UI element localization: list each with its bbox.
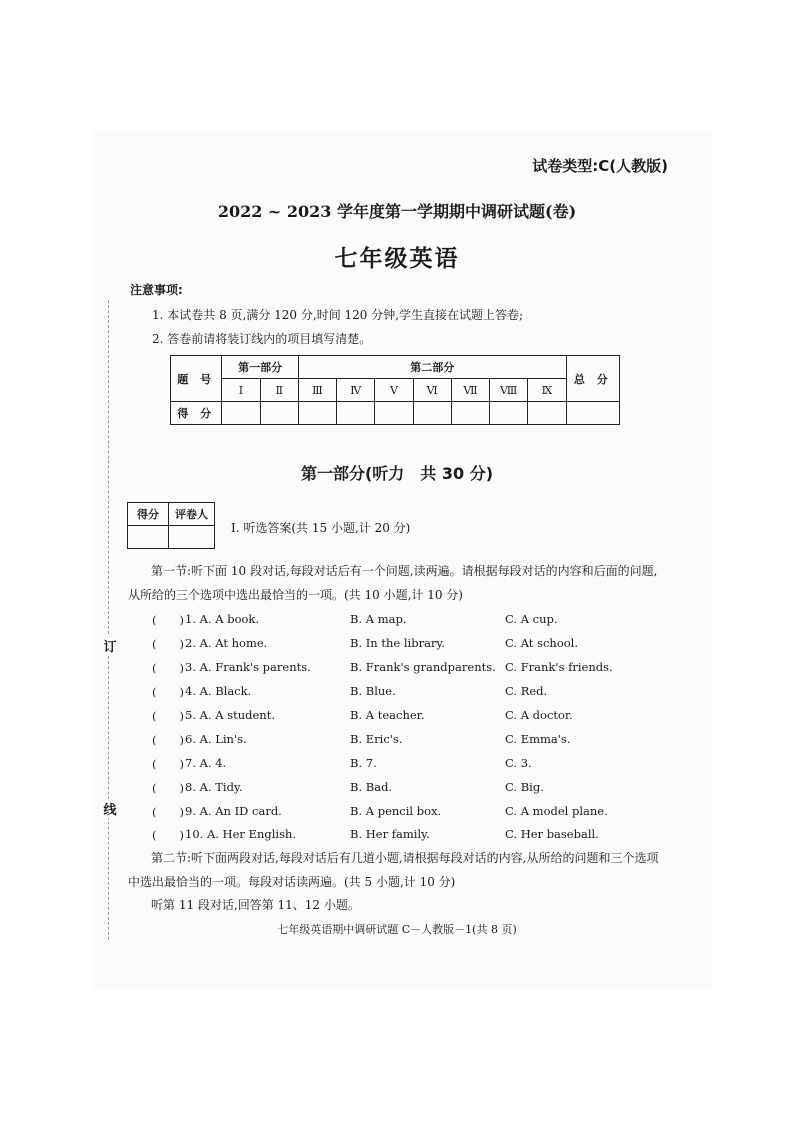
answer-blank[interactable]: ( ) <box>152 661 184 675</box>
option-b: B. Frank's grandparents. <box>350 660 496 674</box>
question-row <box>152 660 672 680</box>
option-a: 2. A. At home. <box>185 636 268 650</box>
score-table-numeral: Ⅰ <box>222 379 260 402</box>
option-b: B. 7. <box>350 756 377 770</box>
question-row <box>152 612 672 632</box>
notice-item: 1. 本试卷共 8 页,满分 120 分,时间 120 分钟,学生直接在试题上答卷; <box>152 308 524 322</box>
option-b: B. A teacher. <box>350 708 425 722</box>
option-c: C. Red. <box>505 684 548 698</box>
score-cell[interactable] <box>451 402 489 425</box>
question-row <box>152 804 672 824</box>
option-b: B. Blue. <box>350 684 396 698</box>
answer-blank[interactable]: ( ) <box>152 781 184 795</box>
score-table-numeral: Ⅶ <box>451 379 489 402</box>
option-a: 7. A. 4. <box>185 756 227 770</box>
score-table <box>170 355 620 425</box>
binding-char-xian: 线 <box>101 799 119 818</box>
score-table-numeral: Ⅵ <box>413 379 451 402</box>
answer-blank[interactable]: ( ) <box>152 613 184 627</box>
answer-blank[interactable]: ( ) <box>152 637 184 651</box>
option-b: B. Bad. <box>350 780 393 794</box>
question-row <box>152 732 672 752</box>
grader-table <box>127 502 215 549</box>
score-table-numeral: Ⅱ <box>260 379 298 402</box>
option-a: 5. A. A student. <box>185 708 275 722</box>
score-table-part1-header: 第一部分 <box>222 356 299 379</box>
option-a: 6. A. Lin's. <box>185 732 247 746</box>
score-table-numeral: Ⅸ <box>528 379 566 402</box>
answer-blank[interactable]: ( ) <box>152 685 184 699</box>
question-row <box>152 684 672 704</box>
grader-name-label: 评卷人 <box>169 503 215 526</box>
score-cell[interactable] <box>413 402 451 425</box>
option-b: B. In the library. <box>350 636 446 650</box>
total-score-cell[interactable] <box>566 402 619 425</box>
question-row <box>152 756 672 776</box>
score-table-part2-header: 第二部分 <box>298 356 566 379</box>
answer-blank[interactable]: ( ) <box>152 709 184 723</box>
option-c: C. Emma's. <box>505 732 571 746</box>
option-c: C. Big. <box>505 780 544 794</box>
answer-blank[interactable]: ( ) <box>152 733 184 747</box>
score-table-numeral: Ⅳ <box>337 379 375 402</box>
grader-score-cell[interactable] <box>128 526 169 549</box>
dialogue-11-note: 听第 11 段对话,回答第 11、12 小题。 <box>151 898 360 912</box>
grader-score-label: 得分 <box>128 503 169 526</box>
option-c: C. A doctor. <box>505 708 573 722</box>
score-cell[interactable] <box>337 402 375 425</box>
part-one-title: 第一部分(听力 共 30 分) <box>300 464 494 483</box>
page-footer: 七年级英语期中调研试题 C－人教版－1(共 8 页) <box>277 923 517 936</box>
answer-blank[interactable]: ( ) <box>152 805 184 819</box>
question-row <box>152 827 672 847</box>
option-c: C. Frank's friends. <box>505 660 613 674</box>
grader-name-cell[interactable] <box>169 526 215 549</box>
score-table-numeral: Ⅲ <box>298 379 336 402</box>
score-cell[interactable] <box>528 402 566 425</box>
option-a: 8. A. Tidy. <box>185 780 243 794</box>
option-a: 10. A. Her English. <box>185 827 297 841</box>
question-row <box>152 708 672 728</box>
option-b: B. Eric's. <box>350 732 403 746</box>
option-a: 9. A. An ID card. <box>185 804 282 818</box>
option-c: C. Her baseball. <box>505 827 599 841</box>
notice-item: 2. 答卷前请将装订线内的项目填写清楚。 <box>152 332 372 346</box>
score-table-row-label: 题 号 <box>171 356 222 402</box>
binding-char-ding: 订 <box>101 636 119 655</box>
option-a: 4. A. Black. <box>185 684 252 698</box>
option-a: 3. A. Frank's parents. <box>185 660 311 674</box>
option-b: B. A map. <box>350 612 407 626</box>
exam-title: 2022 ~ 2023 学年度第一学期期中调研试题(卷) <box>217 202 577 221</box>
option-a: 1. A. A book. <box>185 612 260 626</box>
option-c: C. A model plane. <box>505 804 608 818</box>
score-table-score-label: 得 分 <box>171 402 222 425</box>
score-table-total-header: 总 分 <box>566 356 619 402</box>
option-c: C. 3. <box>505 756 532 770</box>
section1-instructions: 第一节:听下面 10 段对话,每段对话后有一个问题,读两遍。请根据每段对话的内容和后面的问题,从所给的三个选项中选出最恰当的一项。(共 10 小题,计 10 分) <box>128 564 658 602</box>
question-row <box>152 780 672 800</box>
option-c: C. A cup. <box>505 612 558 626</box>
answer-blank[interactable]: ( ) <box>152 828 184 842</box>
binding-line <box>108 300 109 940</box>
score-table-numeral: Ⅴ <box>375 379 413 402</box>
subject-title: 七年级英语 <box>334 246 460 272</box>
score-cell[interactable] <box>375 402 413 425</box>
score-cell[interactable] <box>222 402 260 425</box>
option-b: B. Her family. <box>350 827 430 841</box>
question-row <box>152 636 672 656</box>
option-b: B. A pencil box. <box>350 804 442 818</box>
section-title: Ⅰ. 听选答案(共 15 小题,计 20 分) <box>231 521 411 535</box>
notice-heading: 注意事项: <box>130 283 183 297</box>
paper-type: 试卷类型:C(人教版) <box>532 157 668 175</box>
score-cell[interactable] <box>260 402 298 425</box>
answer-blank[interactable]: ( ) <box>152 757 184 771</box>
option-c: C. At school. <box>505 636 579 650</box>
section2-instructions: 第二节:听下面两段对话,每段对话后有几道小题,请根据每段对话的内容,从所给的问题和三个选项中选出最恰当的一项。每段对话读两遍。(共 5 小题,计 10 分) <box>128 851 659 889</box>
score-cell[interactable] <box>298 402 336 425</box>
score-table-numeral: Ⅷ <box>490 379 528 402</box>
score-cell[interactable] <box>490 402 528 425</box>
